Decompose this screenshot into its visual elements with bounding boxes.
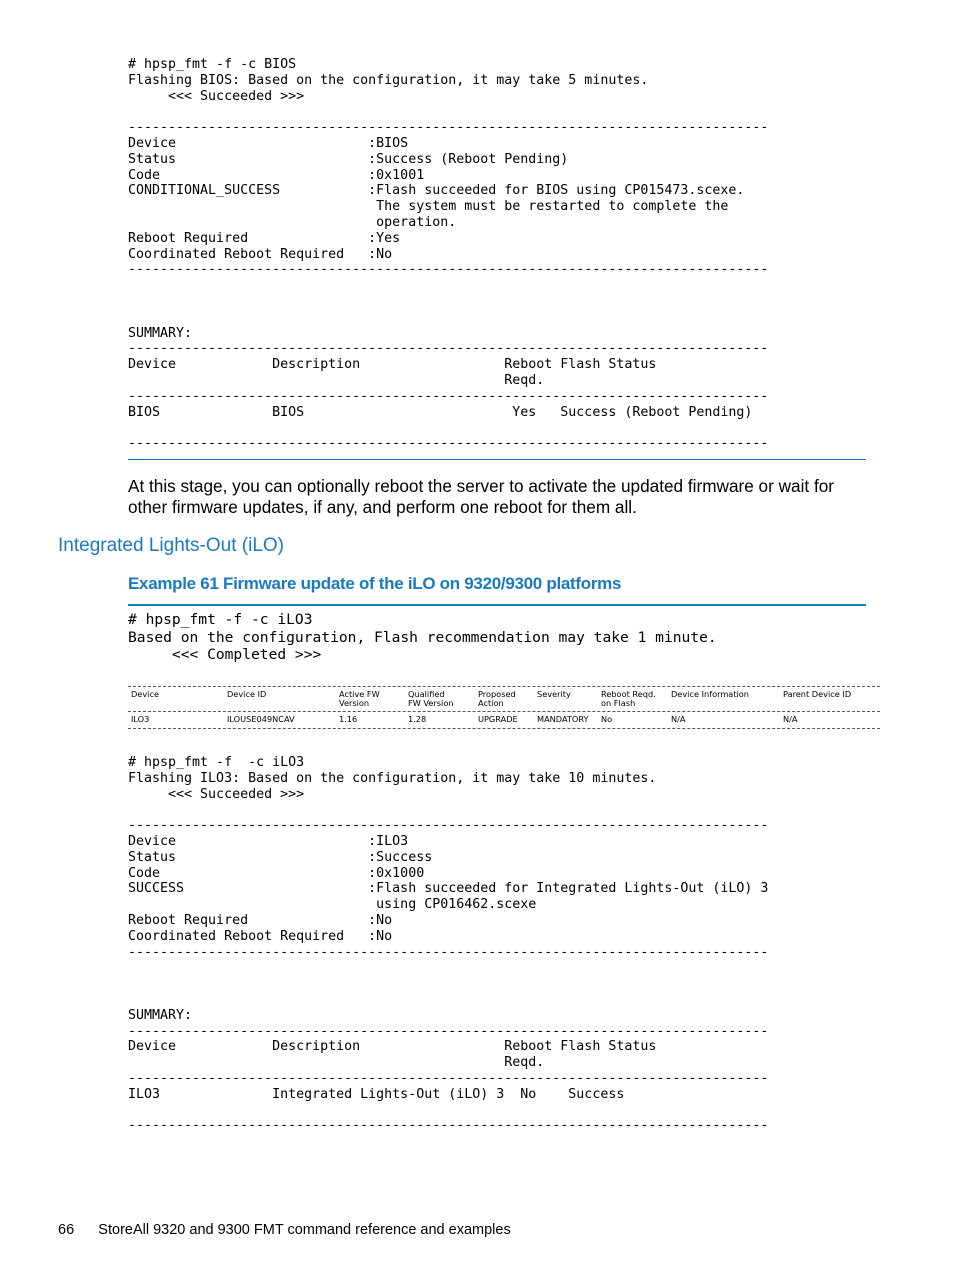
header-device — [131, 690, 159, 699]
ilo-flash-output: # hpsp_fmt -f -c iLO3 Flashing ILO3: Based on the configuration, it may take 10 minutes. <<< Succeeded >>> -------------------------------------------------------------------------------- Device :ILO3 Status :Success Code :0x1000 SUCCESS :Flash succeeded for Integrated Lights-Out (iLO) 3 using CP016462.scexe Reboot Required :No Coordinated Reboot Required :No -------------------------------------------------------------------------------- SUMMARY: -------------------------------------------------------------------------------- Device Description Reboot Flash Status Reqd. -------------------------------------------------------------------------------- ILO3 Integrated Lights-Out (iLO) 3 No Success -------------------------------------------------------------------------------- — [128, 755, 769, 1134]
example-title-rule — [128, 604, 866, 606]
cell-reboot-reqd: No — [601, 714, 613, 724]
header-line: FW Version — [408, 698, 454, 708]
header-line: Severity — [537, 689, 571, 699]
bios-flash-output: # hpsp_fmt -f -c BIOS Flashing BIOS: Based on the configuration, it may take 5 minutes. <<< Succeeded >>> -------------------------------------------------------------------------------- Device :BIOS Status :Success (Reboot Pending) Code :0x1001 CONDITIONAL_SUCCESS :Flash succeeded for BIOS using CP015473.scexe. The system must be restarted to complete the operation. Reboot Required :Yes Coordinated Reboot Required :No -------------------------------------------------------------------------------- SUMMARY: -------------------------------------------------------------------------------- Device Description Reboot Flash Status Reqd. -------------------------------------------------------------------------------- BIOS BIOS Yes Success (Reboot Pending) -------------------------------------------------------------------------------- — [128, 57, 769, 452]
header-line: Action — [478, 698, 504, 708]
header-proposed-action — [478, 690, 516, 708]
cell-active-fw: 1.16 — [339, 714, 358, 724]
example-end-rule — [128, 459, 866, 460]
header-line: Device Information — [671, 689, 749, 699]
header-reboot-reqd — [601, 690, 656, 708]
header-line: Reboot Reqd. — [601, 689, 656, 699]
header-device-information — [671, 690, 749, 699]
header-active-fw — [339, 690, 380, 708]
header-line: Parent Device ID — [783, 689, 852, 699]
cell-parent-device-id: N/A — [783, 714, 798, 724]
header-device-id — [227, 690, 266, 699]
table-header-row — [128, 687, 880, 711]
header-qualified-fw — [408, 690, 454, 708]
body-paragraph: At this stage, you can optionally reboot the server to activate the updated firmware or wait for other firmware updates, if any, and perform one reboot for them all. — [128, 476, 835, 517]
cell-device-information: N/A — [671, 714, 686, 724]
header-line: Active FW — [339, 689, 380, 699]
example-heading: Example 61 Firmware update of the iLO on 9320/9300 platforms — [128, 574, 622, 593]
header-line: Version — [339, 698, 370, 708]
section-heading: Integrated Lights-Out (iLO) — [58, 535, 284, 556]
cell-severity: MANDATORY — [537, 714, 589, 724]
table-bottom-rule — [128, 728, 880, 729]
page-footer: 66 StoreAll 9320 and 9300 FMT command reference and examples — [58, 1222, 511, 1238]
header-line: on Flash — [601, 698, 636, 708]
cell-device: ILO3 — [131, 714, 150, 724]
header-line: Qualified — [408, 689, 445, 699]
table-row — [128, 712, 880, 728]
header-line: Device — [131, 689, 160, 699]
header-line: Device ID — [227, 689, 267, 699]
ilo-recommendation-output: # hpsp_fmt -f -c iLO3 Based on the configuration, Flash recommendation may take 1 minute. <<< Completed >>> — [128, 611, 717, 663]
cell-device-id: ILOUSE049NCAV — [227, 714, 295, 724]
firmware-table — [128, 686, 880, 729]
cell-proposed-action: UPGRADE — [478, 714, 518, 724]
header-severity — [537, 690, 571, 699]
header-line: Proposed — [478, 689, 516, 699]
cell-qualified-fw: 1.28 — [408, 714, 427, 724]
header-parent-device-id — [783, 690, 851, 699]
